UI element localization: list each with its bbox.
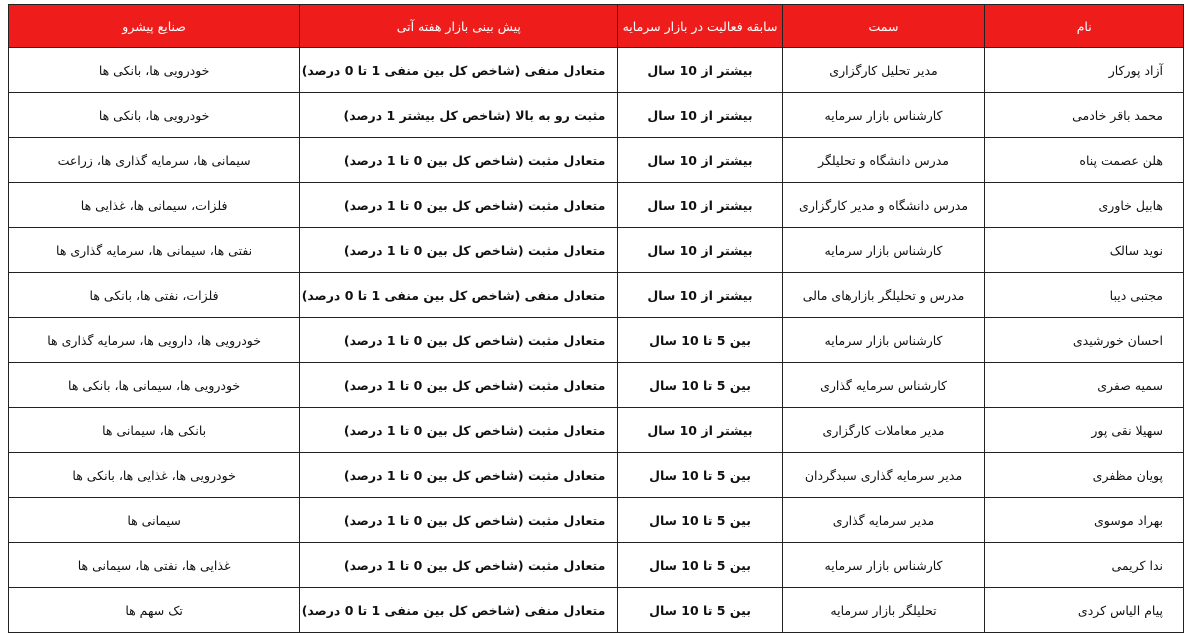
table-row	[9, 48, 1184, 93]
cell-industries: خودرویی ها، بانکی ها	[9, 48, 300, 93]
table-row	[9, 138, 1184, 183]
cell-name: هابیل خاوری	[985, 183, 1184, 228]
cell-role: کارشناس بازار سرمایه	[782, 543, 985, 588]
cell-experience: بین 5 تا 10 سال	[618, 588, 782, 633]
cell-forecast: متعادل مثبت (شاخص کل بین 0 تا 1 درصد)	[300, 543, 618, 588]
cell-experience: بیشتر از 10 سال	[618, 408, 782, 453]
cell-name: مجتبی دیبا	[985, 273, 1184, 318]
header-name: نام	[985, 5, 1184, 48]
cell-forecast: متعادل مثبت (شاخص کل بین 0 تا 1 درصد)	[300, 408, 618, 453]
header-forecast: پیش بینی بازار هفته آتی	[300, 5, 618, 48]
cell-industries: فلزات، سیمانی ها، غذایی ها	[9, 183, 300, 228]
cell-role: مدیر تحلیل کارگزاری	[782, 48, 985, 93]
cell-industries: غذایی ها، نفتی ها، سیمانی ها	[9, 543, 300, 588]
cell-industries: سیمانی ها	[9, 498, 300, 543]
cell-experience: بین 5 تا 10 سال	[618, 543, 782, 588]
cell-experience: بین 5 تا 10 سال	[618, 498, 782, 543]
header-industries: صنایع پیشرو	[9, 5, 300, 48]
cell-industries: خودرویی ها، سیمانی ها، بانکی ها	[9, 363, 300, 408]
cell-industries: بانکی ها، سیمانی ها	[9, 408, 300, 453]
cell-forecast: متعادل مثبت (شاخص کل بین 0 تا 1 درصد)	[300, 363, 618, 408]
analyst-forecast-table	[8, 4, 1184, 633]
cell-industries: تک سهم ها	[9, 588, 300, 633]
cell-industries: خودرویی ها، بانکی ها	[9, 93, 300, 138]
cell-experience: بین 5 تا 10 سال	[618, 453, 782, 498]
cell-industries: خودرویی ها، دارویی ها، سرمایه گذاری ها	[9, 318, 300, 363]
cell-role: مدرس و تحلیلگر بازارهای مالی	[782, 273, 985, 318]
table-row	[9, 408, 1184, 453]
table-row	[9, 93, 1184, 138]
cell-name: پویان مظفری	[985, 453, 1184, 498]
cell-industries: سیمانی ها، سرمایه گذاری ها، زراعت	[9, 138, 300, 183]
cell-role: مدیر معاملات کارگزاری	[782, 408, 985, 453]
cell-forecast: متعادل مثبت (شاخص کل بین 0 تا 1 درصد)	[300, 453, 618, 498]
cell-forecast: متعادل منفی (شاخص کل بین منفی 1 تا 0 درصد)	[300, 273, 618, 318]
table-row	[9, 453, 1184, 498]
cell-industries: فلزات، نفتی ها، بانکی ها	[9, 273, 300, 318]
cell-name: محمد باقر خادمی	[985, 93, 1184, 138]
table-row	[9, 588, 1184, 633]
cell-forecast: مثبت رو به بالا (شاخص کل بیشتر 1 درصد)	[300, 93, 618, 138]
table-row	[9, 363, 1184, 408]
header-role: سمت	[782, 5, 985, 48]
cell-forecast: متعادل مثبت (شاخص کل بین 0 تا 1 درصد)	[300, 318, 618, 363]
cell-role: کارشناس بازار سرمایه	[782, 228, 985, 273]
cell-experience: بیشتر از 10 سال	[618, 228, 782, 273]
cell-forecast: متعادل مثبت (شاخص کل بین 0 تا 1 درصد)	[300, 228, 618, 273]
cell-forecast: متعادل مثبت (شاخص کل بین 0 تا 1 درصد)	[300, 498, 618, 543]
cell-forecast: متعادل مثبت (شاخص کل بین 0 تا 1 درصد)	[300, 138, 618, 183]
header-experience: سابقه فعالیت در بازار سرمایه	[618, 5, 782, 48]
cell-role: کارشناس بازار سرمایه	[782, 93, 985, 138]
cell-industries: خودرویی ها، غذایی ها، بانکی ها	[9, 453, 300, 498]
cell-name: سهیلا نقی پور	[985, 408, 1184, 453]
cell-name: بهراد موسوی	[985, 498, 1184, 543]
cell-experience: بیشتر از 10 سال	[618, 93, 782, 138]
cell-experience: بیشتر از 10 سال	[618, 48, 782, 93]
table-row	[9, 183, 1184, 228]
table-row	[9, 498, 1184, 543]
cell-experience: بیشتر از 10 سال	[618, 183, 782, 228]
cell-experience: بیشتر از 10 سال	[618, 138, 782, 183]
cell-experience: بیشتر از 10 سال	[618, 273, 782, 318]
cell-name: سمیه صفری	[985, 363, 1184, 408]
table-row	[9, 318, 1184, 363]
cell-experience: بین 5 تا 10 سال	[618, 363, 782, 408]
cell-role: مدرس دانشگاه و تحلیلگر	[782, 138, 985, 183]
cell-name: احسان خورشیدی	[985, 318, 1184, 363]
cell-name: ندا کریمی	[985, 543, 1184, 588]
cell-forecast: متعادل منفی (شاخص کل بین منفی 1 تا 0 درصد)	[300, 48, 618, 93]
cell-role: مدیر سرمایه گذاری	[782, 498, 985, 543]
cell-role: تحلیلگر بازار سرمایه	[782, 588, 985, 633]
cell-role: مدرس دانشگاه و مدیر کارگزاری	[782, 183, 985, 228]
cell-role: کارشناس بازار سرمایه	[782, 318, 985, 363]
table-row	[9, 228, 1184, 273]
cell-name: پیام الیاس کردی	[985, 588, 1184, 633]
cell-forecast: متعادل مثبت (شاخص کل بین 0 تا 1 درصد)	[300, 183, 618, 228]
cell-forecast: متعادل منفی (شاخص کل بین منفی 1 تا 0 درصد)	[300, 588, 618, 633]
cell-role: مدیر سرمایه گذاری سبدگردان	[782, 453, 985, 498]
cell-name: هلن عصمت پناه	[985, 138, 1184, 183]
cell-experience: بین 5 تا 10 سال	[618, 318, 782, 363]
cell-role: کارشناس سرمایه گذاری	[782, 363, 985, 408]
cell-industries: نفتی ها، سیمانی ها، سرمایه گذاری ها	[9, 228, 300, 273]
cell-name: نوید سالک	[985, 228, 1184, 273]
header-row	[9, 5, 1184, 48]
cell-name: آزاد پورکار	[985, 48, 1184, 93]
table-row	[9, 543, 1184, 588]
table-row	[9, 273, 1184, 318]
